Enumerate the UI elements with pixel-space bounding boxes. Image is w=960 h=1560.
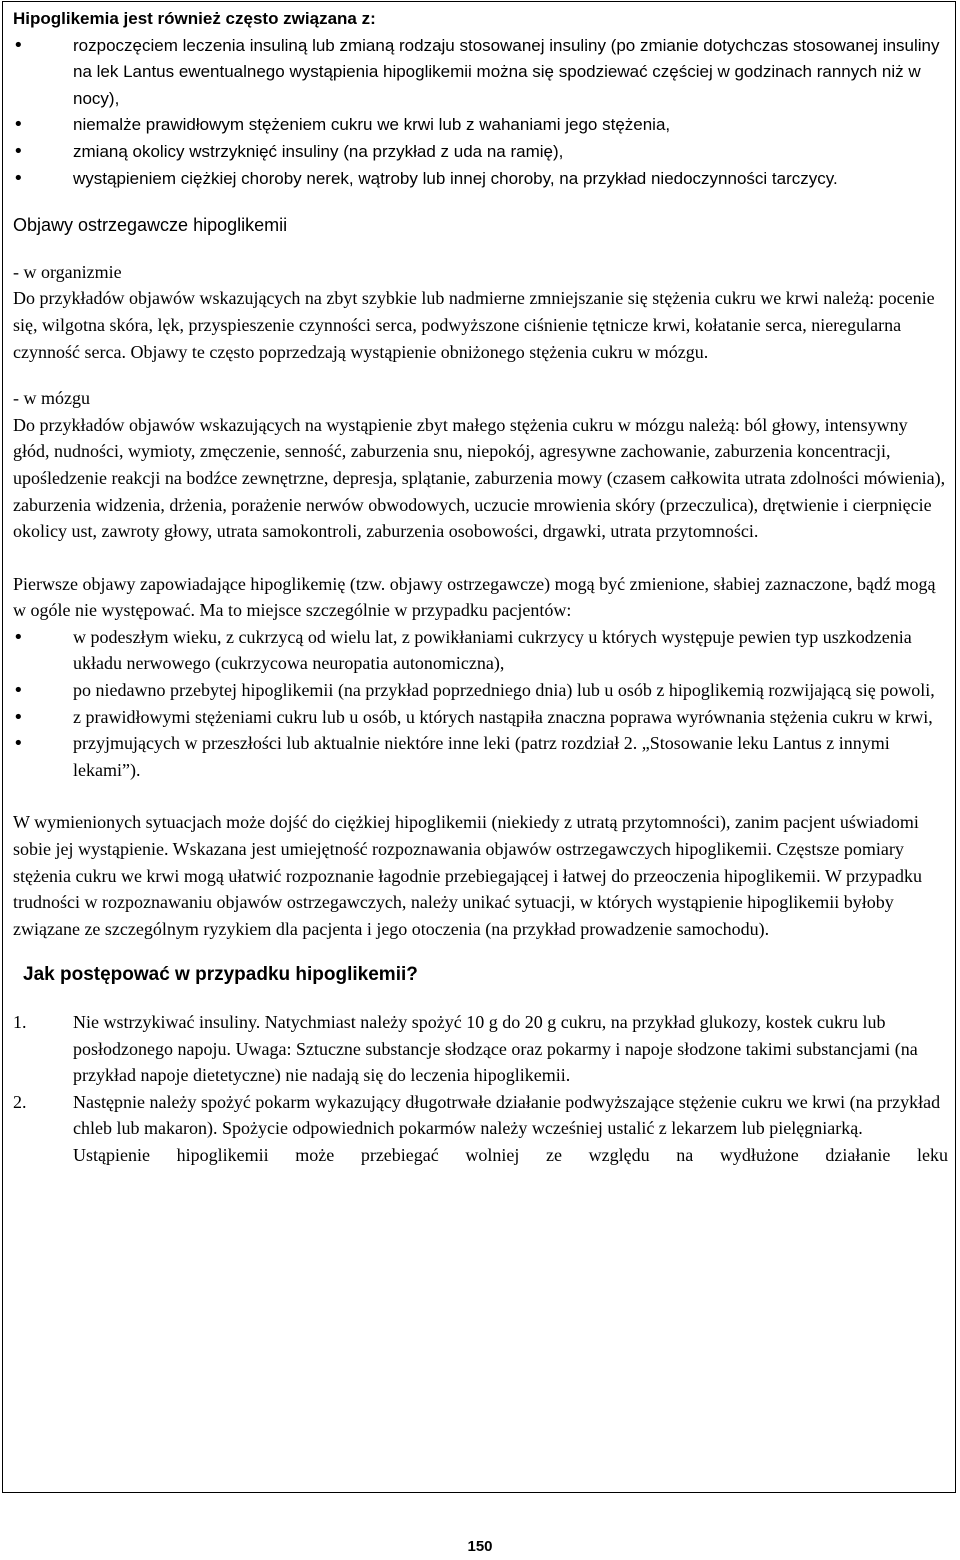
list-item [13, 677, 948, 704]
list-item-text: niemalże prawidłowym stężeniem cukru we krwi lub z wahaniami jego stężenia, [73, 115, 671, 135]
organism-text: Do przykładów objawów wskazujących na zbyt szybkie lub nadmierne zmniejszanie się stężenia cukru we krwi należą: pocenie się, wilgotna skóra, lęk, przyspieszenie czynności serca, podwyższone ciśnienie tętnicze krwi, kołatanie serca, nieregularna czynność serca. Objawy te często poprzedzają wystąpienie obniżonego stężenia cukru w mózgu. [13, 288, 935, 362]
brain-text: Do przykładów objawów wskazujących na wystąpienie zbyt małego stężenia cukru w mózgu należą: ból głowy, intensywny głód, nudności, wymioty, zmęczenie, senność, zaburzenia snu, niepokój, agresywne zachowanie, zaburzenia koncentracji, upośledzenie reakcji na bodźce zewnętrzne, depresja, splątanie, zaburzenia mowy (czasem całkowita utrata zdolności mówienia), zaburzenia widzenia, drżenia, porażenie nerwów obwodowych, uczucie mrowienia skóry (przeczulica), drętwienie i cierpnięcie okolicy ust, zawroty głowy, utrata samokontroli, zaburzenia osobowości, drgawki, utrata przytomności. [13, 414, 946, 542]
bullet-icon [13, 677, 33, 705]
step-text: Nie wstrzykiwać insuliny. Natychmiast należy spożyć 10 g do 20 g cukru, na przykład glukozy, kostek cukru lub posłodzonego napoju. Uwaga: Sztuczne substancje słodzące oraz pokarmy i napoje słodzone takimi substancjami (na przykład napoje dietetyczne) nie nadają się do leczenia hipoglikemii. [73, 1012, 918, 1086]
list-item [13, 1009, 948, 1089]
intro-heading: Hipoglikemia jest również często związana z: [13, 9, 376, 28]
document-body [13, 6, 948, 1169]
list-item [13, 166, 948, 193]
list-item-text: przyjmujących w przeszłości lub aktualnie niektóre inne leki (patrz rozdział 2. „Stosowanie leku Lantus z innymi lekami”). [73, 733, 890, 780]
list-item-text: z prawidłowymi stężeniami cukru lub u osób, u których nastąpiła znaczna poprawa wyrównania stężenia cukru w krwi, [73, 706, 933, 727]
bullet-icon [13, 33, 33, 60]
brain-label: - w mózgu [13, 388, 90, 409]
bullet-icon [13, 139, 33, 166]
step-text: Następnie należy spożyć pokarm wykazujący długotrwałe działanie podwyższające stężenie cukru we krwi (na przykład chleb lub makaron). Spożycie odpowiednich pokarmów należy wcześniej ustalić z lekarzem lub pielęgniarką. [73, 1091, 941, 1139]
step-number: 1. [13, 1012, 27, 1032]
bullet-icon [13, 730, 33, 758]
page-frame [2, 1, 956, 1493]
list-item [13, 33, 948, 113]
continuation-text: Ustąpienie hipoglikemii może przebiegać wolniej ze względu na wydłużone działanie leku [73, 1144, 948, 1165]
page-number: 150 [467, 1538, 493, 1555]
warning-heading: Objawy ostrzegawcze hipoglikemii [13, 215, 288, 236]
list-item [13, 730, 948, 783]
list-item-text: wystąpieniem ciężkiej choroby nerek, wątroby lub innej choroby, na przykład niedoczynności tarczycy. [73, 168, 838, 188]
first-symptoms-text: Pierwsze objawy zapowiadające hipoglikemię (tzw. objawy ostrzegawcze) mogą być zmienione, słabiej zaznaczone, bądź mogą w ogóle nie występować. Ma to miejsce szczególnie w przypadku pacjentów: [13, 573, 936, 621]
list-item [13, 112, 948, 139]
list-item [13, 139, 948, 166]
steps-list [13, 1009, 948, 1142]
list-item [13, 1089, 948, 1142]
bullet-icon [13, 624, 33, 652]
list-item-text: zmianą okolicy wstrzyknięć insuliny (na przykład z uda na ramię), [73, 141, 564, 161]
intro-list [13, 33, 948, 193]
patients-list [13, 624, 948, 784]
list-item-text: po niedawno przebytej hipoglikemii (na przykład poprzedniego dnia) lub u osób z hipoglikemią rozwijającą się powoli, [73, 680, 935, 701]
step-number: 2. [13, 1091, 27, 1112]
list-item-text: rozpoczęciem leczenia insuliną lub zmianą rodzaju stosowanej insuliny (po zmianie dotychczas stosowanej insuliny na lek Lantus ewentualnego wystąpienia hipoglikemii można się spodziewać częściej w godzinach rannych niż w nocy), [73, 35, 940, 108]
list-item-text: w podeszłym wieku, z cukrzycą od wielu lat, z powikłaniami cukrzycy u których występuje pewien typ uszkodzenia układu nerwowego (cukrzycowa neuropatia autonomiczna), [73, 626, 912, 674]
list-item [13, 704, 948, 731]
list-item [13, 624, 948, 677]
bullet-icon [13, 112, 33, 139]
situations-text: W wymienionych sytuacjach może dojść do ciężkiej hipoglikemii (niekiedy z utratą przytomności), zanim pacjent uświadomi sobie jej wystąpienie. Wskazana jest umiejętność rozpoznawania objawów ostrzegawczych hipoglikemii. Częstsze pomiary stężenia cukru we krwi mogą ułatwić rozpoznanie łagodnie przebiegającej i łatwej do przeoczenia hipoglikemii. W przypadku trudności w rozpoznawaniu objawów ostrzegawczych, należy unikać sytuacji, w których wystąpienie hipoglikemii byłoby związane ze szczególnym ryzykiem dla pacjenta i jego otoczenia (na przykład prowadzenie samochodu). [13, 812, 922, 939]
how-heading: Jak postępować w przypadku hipoglikemii? [23, 964, 418, 986]
bullet-icon [13, 166, 33, 193]
organism-label: - w organizmie [13, 261, 122, 282]
bullet-icon [13, 704, 33, 732]
